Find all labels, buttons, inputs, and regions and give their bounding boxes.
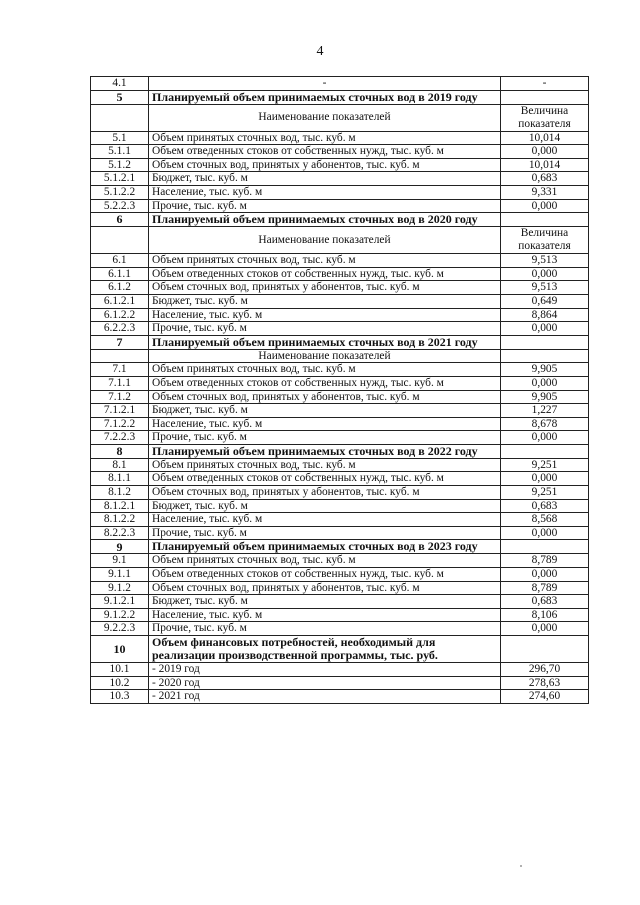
header-empty-cell (91, 349, 149, 363)
row-name: Бюджет, тыс. куб. м (149, 172, 501, 186)
column-header-value (501, 349, 589, 363)
row-number: 5.1.2.2 (91, 185, 149, 199)
section-empty-cell (501, 444, 589, 458)
row-number: 6.2.2.3 (91, 322, 149, 336)
column-header-row (91, 104, 589, 131)
row-number: 6.1 (91, 254, 149, 268)
row-name: Объем принятых сточных вод, тыс. куб. м (149, 554, 501, 568)
scan-mark (520, 865, 522, 867)
row-number: 9.1 (91, 554, 149, 568)
table-row (91, 608, 589, 622)
table-row (91, 185, 589, 199)
section-number: 10 (91, 636, 149, 663)
section-empty-cell (501, 90, 589, 104)
table-row (91, 417, 589, 431)
table-row (91, 472, 589, 486)
row-value: 0,000 (501, 322, 589, 336)
section-title: Планируемый объем принимаемых сточных вод в 2019 году (149, 90, 501, 104)
table-row (91, 676, 589, 690)
row-name: - (149, 77, 501, 91)
header-empty-cell (91, 227, 149, 254)
section-title: Планируемый объем принимаемых сточных вод в 2023 году (149, 540, 501, 554)
row-number: 9.1.2 (91, 581, 149, 595)
row-value: 0,683 (501, 499, 589, 513)
table-row (91, 622, 589, 636)
row-number: 7.1.2 (91, 390, 149, 404)
program-table (90, 76, 589, 704)
row-value: 9,513 (501, 254, 589, 268)
page-number: 4 (316, 44, 324, 59)
row-name: Прочие, тыс. куб. м (149, 622, 501, 636)
row-value: 296,70 (501, 663, 589, 677)
section-number: 8 (91, 444, 149, 458)
row-value: 0,000 (501, 199, 589, 213)
table-row (91, 690, 589, 704)
row-number: 5.1.1 (91, 145, 149, 159)
section-empty-cell (501, 335, 589, 349)
row-value: 9,251 (501, 458, 589, 472)
row-number: 9.2.2.3 (91, 622, 149, 636)
row-value: 0,649 (501, 294, 589, 308)
row-number: 7.1.2.2 (91, 417, 149, 431)
section-empty-cell (501, 540, 589, 554)
row-name: Прочие, тыс. куб. м (149, 322, 501, 336)
column-header-name: Наименование показателей (149, 349, 501, 363)
row-name: Бюджет, тыс. куб. м (149, 499, 501, 513)
table-row (91, 376, 589, 390)
row-value: 9,331 (501, 185, 589, 199)
table-row (91, 390, 589, 404)
column-header-row (91, 349, 589, 363)
row-value: 274,60 (501, 690, 589, 704)
row-number: 7.1.2.1 (91, 404, 149, 418)
row-number: 4.1 (91, 77, 149, 91)
row-number: 6.1.1 (91, 267, 149, 281)
row-value: 0,683 (501, 172, 589, 186)
row-value: 8,106 (501, 608, 589, 622)
column-header-value: Величина показателя (501, 104, 589, 131)
row-number: 6.1.2.2 (91, 308, 149, 322)
row-number: 9.1.2.1 (91, 595, 149, 609)
column-header-name: Наименование показателей (149, 104, 501, 131)
row-number: 7.2.2.3 (91, 431, 149, 445)
row-number: 8.1.1 (91, 472, 149, 486)
section-number: 7 (91, 335, 149, 349)
row-number: 9.1.1 (91, 568, 149, 582)
row-value: 0,000 (501, 568, 589, 582)
row-number: 10.3 (91, 690, 149, 704)
row-value: 0,000 (501, 267, 589, 281)
row-name: Объем сточных вод, принятых у абонентов, тыс. куб. м (149, 581, 501, 595)
row-name: Объем принятых сточных вод, тыс. куб. м (149, 131, 501, 145)
row-number: 10.1 (91, 663, 149, 677)
row-number: 8.1.2.1 (91, 499, 149, 513)
row-value: 0,000 (501, 472, 589, 486)
table-row (91, 281, 589, 295)
row-number: 6.1.2.1 (91, 294, 149, 308)
row-name: Население, тыс. куб. м (149, 513, 501, 527)
section-number: 6 (91, 213, 149, 227)
row-name: Прочие, тыс. куб. м (149, 431, 501, 445)
row-number: 5.1 (91, 131, 149, 145)
table-row (91, 267, 589, 281)
section-title: Объем финансовых потребностей, необходимый для реализации производственной программы, тыс. руб. (149, 636, 501, 663)
row-name: Бюджет, тыс. куб. м (149, 595, 501, 609)
table-row (91, 568, 589, 582)
table-row (91, 431, 589, 445)
section-title: Планируемый объем принимаемых сточных вод в 2020 году (149, 213, 501, 227)
row-number: 5.1.2.1 (91, 172, 149, 186)
row-name: Население, тыс. куб. м (149, 308, 501, 322)
table-row (91, 254, 589, 268)
row-name: - 2020 год (149, 676, 501, 690)
table-row (91, 199, 589, 213)
section-number: 5 (91, 90, 149, 104)
row-name: Объем сточных вод, принятых у абонентов, тыс. куб. м (149, 486, 501, 500)
row-name: Объем принятых сточных вод, тыс. куб. м (149, 458, 501, 472)
table-row (91, 513, 589, 527)
row-name: Прочие, тыс. куб. м (149, 526, 501, 540)
header-empty-cell (91, 104, 149, 131)
row-value: 0,000 (501, 526, 589, 540)
row-name: Объем сточных вод, принятых у абонентов, тыс. куб. м (149, 158, 501, 172)
row-name: Объем отведенных стоков от собственных нужд, тыс. куб. м (149, 145, 501, 159)
row-number: 5.1.2 (91, 158, 149, 172)
row-name: Население, тыс. куб. м (149, 185, 501, 199)
row-name: Объем отведенных стоков от собственных нужд, тыс. куб. м (149, 376, 501, 390)
row-name: Объем отведенных стоков от собственных нужд, тыс. куб. м (149, 568, 501, 582)
row-value: 9,251 (501, 486, 589, 500)
section-title: Планируемый объем принимаемых сточных вод в 2022 году (149, 444, 501, 458)
row-name: Объем отведенных стоков от собственных нужд, тыс. куб. м (149, 267, 501, 281)
row-name: - 2019 год (149, 663, 501, 677)
row-value: 8,789 (501, 554, 589, 568)
row-value: - (501, 77, 589, 91)
row-name: Объем сточных вод, принятых у абонентов, тыс. куб. м (149, 390, 501, 404)
row-value: 9,905 (501, 363, 589, 377)
row-value: 10,014 (501, 131, 589, 145)
row-value: 0,000 (501, 145, 589, 159)
table-row (91, 131, 589, 145)
table-row (91, 363, 589, 377)
table-row (91, 294, 589, 308)
row-value: 0,683 (501, 595, 589, 609)
row-name: Объем отведенных стоков от собственных нужд, тыс. куб. м (149, 472, 501, 486)
row-value: 0,000 (501, 431, 589, 445)
row-value: 0,000 (501, 622, 589, 636)
row-name: Бюджет, тыс. куб. м (149, 294, 501, 308)
row-value: 278,63 (501, 676, 589, 690)
row-value: 8,568 (501, 513, 589, 527)
column-header-name: Наименование показателей (149, 227, 501, 254)
row-value: 0,000 (501, 376, 589, 390)
row-number: 8.1 (91, 458, 149, 472)
row-value: 1,227 (501, 404, 589, 418)
row-value: 9,513 (501, 281, 589, 295)
row-value: 8,864 (501, 308, 589, 322)
row-name: Прочие, тыс. куб. м (149, 199, 501, 213)
table-row (91, 404, 589, 418)
table-row (91, 145, 589, 159)
row-name: Объем принятых сточных вод, тыс. куб. м (149, 363, 501, 377)
row-number: 6.1.2 (91, 281, 149, 295)
section-header-row (91, 90, 589, 104)
section-header-row (91, 540, 589, 554)
table-row (91, 77, 589, 91)
table-row (91, 308, 589, 322)
row-value: 9,905 (501, 390, 589, 404)
section-title: Планируемый объем принимаемых сточных вод в 2021 году (149, 335, 501, 349)
table-row (91, 486, 589, 500)
program-table-body (91, 77, 589, 704)
table-row (91, 458, 589, 472)
table-row (91, 158, 589, 172)
row-name: Объем сточных вод, принятых у абонентов, тыс. куб. м (149, 281, 501, 295)
section-header-row (91, 636, 589, 663)
row-value: 8,678 (501, 417, 589, 431)
row-value: 10,014 (501, 158, 589, 172)
section-empty-cell (501, 213, 589, 227)
row-number: 7.1.1 (91, 376, 149, 390)
table-row (91, 581, 589, 595)
table-row (91, 322, 589, 336)
section-header-row (91, 335, 589, 349)
table-row (91, 663, 589, 677)
section-number: 9 (91, 540, 149, 554)
column-header-row (91, 227, 589, 254)
table-row (91, 499, 589, 513)
row-number: 5.2.2.3 (91, 199, 149, 213)
table-row (91, 526, 589, 540)
row-name: - 2021 год (149, 690, 501, 704)
row-number: 10.2 (91, 676, 149, 690)
row-name: Бюджет, тыс. куб. м (149, 404, 501, 418)
section-header-row (91, 444, 589, 458)
section-header-row (91, 213, 589, 227)
section-empty-cell (501, 636, 589, 663)
row-number: 9.1.2.2 (91, 608, 149, 622)
row-name: Население, тыс. куб. м (149, 417, 501, 431)
row-name: Объем принятых сточных вод, тыс. куб. м (149, 254, 501, 268)
row-number: 8.2.2.3 (91, 526, 149, 540)
row-number: 7.1 (91, 363, 149, 377)
row-name: Население, тыс. куб. м (149, 608, 501, 622)
row-number: 8.1.2.2 (91, 513, 149, 527)
table-row (91, 172, 589, 186)
table-row (91, 595, 589, 609)
row-value: 8,789 (501, 581, 589, 595)
column-header-value: Величина показателя (501, 227, 589, 254)
table-row (91, 554, 589, 568)
row-number: 8.1.2 (91, 486, 149, 500)
